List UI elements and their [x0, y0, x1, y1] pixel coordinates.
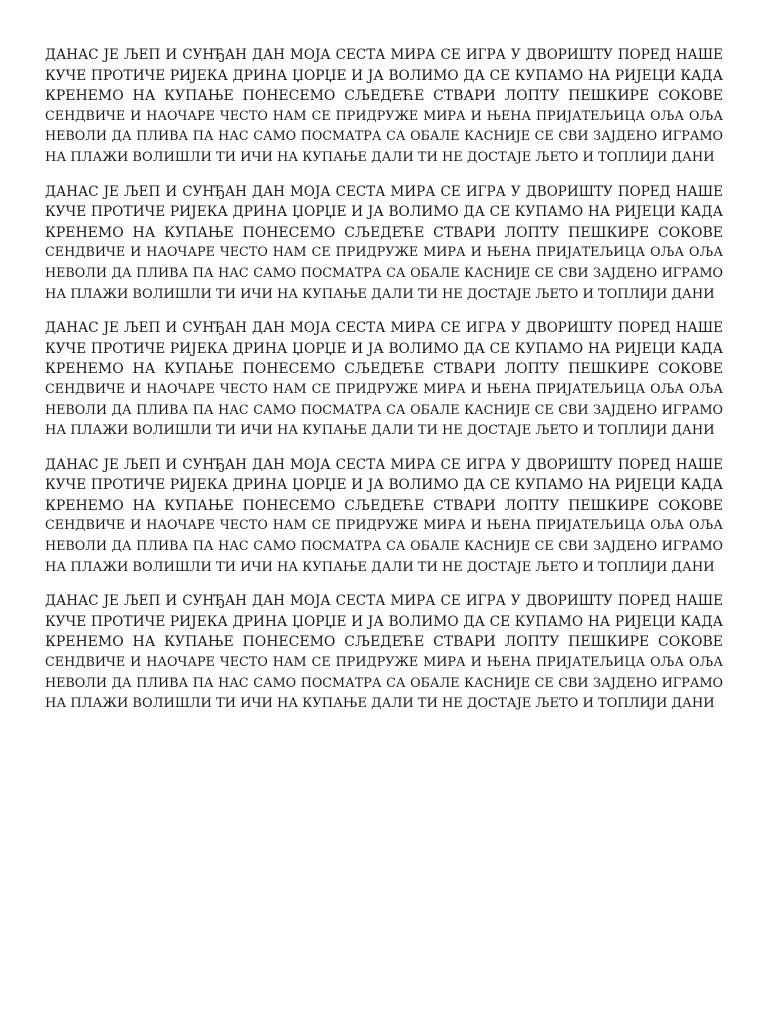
text-line: КУЧЕ ПРОТИЧЕ РИЈЕКА ДРИНА ЏОРЏЕ И ЈА ВОЛИМО ДА СЕ КУПАМО НА РИЈЕЦИ КАДА [45, 477, 723, 494]
text-line: КРЕНЕМО НА КУПАЊЕ ПОНЕСЕМО СЉЕДЕЋЕ СТВАРИ ЛОПТУ ПЕШКИРЕ СОКОВЕ [45, 634, 723, 651]
text-line: ДАНАС ЈЕ ЉЕП И СУНЂАН ДАН МОЈА СЕСТА МИРА СЕ ИГРА У ДВОРИШТУ ПОРЕД НАШЕ [45, 183, 723, 200]
text-line: СЕНДВИЧЕ И НАОЧАРЕ ЧЕСТО НАМ СЕ ПРИДРУЖЕ МИРА И ЊЕНА ПРИЈАТЕЉИЦА ОЉА ОЉА [45, 245, 723, 261]
text-line: ДАНАС ЈЕ ЉЕП И СУНЂАН ДАН МОЈА СЕСТА МИРА СЕ ИГРА У ДВОРИШТУ ПОРЕД НАШЕ [45, 320, 723, 337]
paragraph-4 [45, 455, 723, 579]
text-line: НЕВОЛИ ДА ПЛИВА ПА НАС САМО ПОСМАТРА СА ОБАЛЕ КАСНИЈЕ СЕ СВИ ЗАЈДЕНО ИГРАМО [45, 265, 723, 281]
text-line: ДАНАС ЈЕ ЉЕП И СУНЂАН ДАН МОЈА СЕСТА МИРА СЕ ИГРА У ДВОРИШТУ ПОРЕД НАШЕ [45, 593, 723, 610]
text-line: КУЧЕ ПРОТИЧЕ РИЈЕКА ДРИНА ЏОРЏЕ И ЈА ВОЛИМО ДА СЕ КУПАМО НА РИЈЕЦИ КАДА [45, 204, 723, 221]
text-line: НЕВОЛИ ДА ПЛИВА ПА НАС САМО ПОСМАТРА СА ОБАЛЕ КАСНИЈЕ СЕ СВИ ЗАЈДЕНО ИГРАМО [45, 402, 723, 418]
text-line: ДАНАС ЈЕ ЉЕП И СУНЂАН ДАН МОЈА СЕСТА МИРА СЕ ИГРА У ДВОРИШТУ ПОРЕД НАШЕ [45, 456, 723, 473]
text-line: СЕНДВИЧЕ И НАОЧАРЕ ЧЕСТО НАМ СЕ ПРИДРУЖЕ МИРА И ЊЕНА ПРИЈАТЕЉИЦА ОЉА ОЉА [45, 655, 723, 671]
paragraph-5 [45, 591, 723, 715]
paragraph-1 [45, 45, 723, 169]
text-line: КУЧЕ ПРОТИЧЕ РИЈЕКА ДРИНА ЏОРЏЕ И ЈА ВОЛИМО ДА СЕ КУПАМО НА РИЈЕЦИ КАДА [45, 340, 723, 357]
text-line: НА ПЛАЖИ ВОЛИШЛИ ТИ ИЧИ НА КУПАЊЕ ДАЛИ ТИ НЕ ДОСТАЈЕ ЉЕТО И ТОПЛИЈИ ДАНИ [45, 559, 715, 575]
text-line: СЕНДВИЧЕ И НАОЧАРЕ ЧЕСТО НАМ СЕ ПРИДРУЖЕ МИРА И ЊЕНА ПРИЈАТЕЉИЦА ОЉА ОЉА [45, 108, 723, 124]
paragraph-3 [45, 318, 723, 442]
text-line: НА ПЛАЖИ ВОЛИШЛИ ТИ ИЧИ НА КУПАЊЕ ДАЛИ ТИ НЕ ДОСТАЈЕ ЉЕТО И ТОПЛИЈИ ДАНИ [45, 696, 715, 712]
text-line: СЕНДВИЧЕ И НАОЧАРЕ ЧЕСТО НАМ СЕ ПРИДРУЖЕ МИРА И ЊЕНА ПРИЈАТЕЉИЦА ОЉА ОЉА [45, 381, 723, 397]
text-line: НЕВОЛИ ДА ПЛИВА ПА НАС САМО ПОСМАТРА СА ОБАЛЕ КАСНИЈЕ СЕ СВИ ЗАЈДЕНО ИГРАМО [45, 539, 723, 555]
text-line: КУЧЕ ПРОТИЧЕ РИЈЕКА ДРИНА ЏОРЏЕ И ЈА ВОЛИМО ДА СЕ КУПАМО НА РИЈЕЦИ КАДА [45, 67, 723, 84]
document-page [45, 45, 723, 728]
text-line: СЕНДВИЧЕ И НАОЧАРЕ ЧЕСТО НАМ СЕ ПРИДРУЖЕ МИРА И ЊЕНА ПРИЈАТЕЉИЦА ОЉА ОЉА [45, 518, 723, 534]
text-line: НА ПЛАЖИ ВОЛИШЛИ ТИ ИЧИ НА КУПАЊЕ ДАЛИ ТИ НЕ ДОСТАЈЕ ЉЕТО И ТОПЛИЈИ ДАНИ [45, 149, 715, 165]
text-line: НЕВОЛИ ДА ПЛИВА ПА НАС САМО ПОСМАТРА СА ОБАЛЕ КАСНИЈЕ СЕ СВИ ЗАЈДЕНО ИГРАМО [45, 129, 723, 145]
text-line: НА ПЛАЖИ ВОЛИШЛИ ТИ ИЧИ НА КУПАЊЕ ДАЛИ ТИ НЕ ДОСТАЈЕ ЉЕТО И ТОПЛИЈИ ДАНИ [45, 423, 715, 439]
paragraph-2 [45, 182, 723, 306]
text-line: КУЧЕ ПРОТИЧЕ РИЈЕКА ДРИНА ЏОРЏЕ И ЈА ВОЛИМО ДА СЕ КУПАМО НА РИЈЕЦИ КАДА [45, 613, 723, 630]
text-line: КРЕНЕМО НА КУПАЊЕ ПОНЕСЕМО СЉЕДЕЋЕ СТВАРИ ЛОПТУ ПЕШКИРЕ СОКОВЕ [45, 497, 723, 514]
text-line: ДАНАС ЈЕ ЉЕП И СУНЂАН ДАН МОЈА СЕСТА МИРА СЕ ИГРА У ДВОРИШТУ ПОРЕД НАШЕ [45, 47, 723, 63]
text-line: НЕВОЛИ ДА ПЛИВА ПА НАС САМО ПОСМАТРА СА ОБАЛЕ КАСНИЈЕ СЕ СВИ ЗАЈДЕНО ИГРАМО [45, 675, 723, 691]
text-line: КРЕНЕМО НА КУПАЊЕ ПОНЕСЕМО СЉЕДЕЋЕ СТВАРИ ЛОПТУ ПЕШКИРЕ СОКОВЕ [45, 361, 723, 378]
text-line: КРЕНЕМО НА КУПАЊЕ ПОНЕСЕМО СЉЕДЕЋЕ СТВАРИ ЛОПТУ ПЕШКИРЕ СОКОВЕ [45, 88, 723, 105]
text-line: НА ПЛАЖИ ВОЛИШЛИ ТИ ИЧИ НА КУПАЊЕ ДАЛИ ТИ НЕ ДОСТАЈЕ ЉЕТО И ТОПЛИЈИ ДАНИ [45, 286, 715, 302]
text-line: КРЕНЕМО НА КУПАЊЕ ПОНЕСЕМО СЉЕДЕЋЕ СТВАРИ ЛОПТУ ПЕШКИРЕ СОКОВЕ [45, 224, 723, 241]
